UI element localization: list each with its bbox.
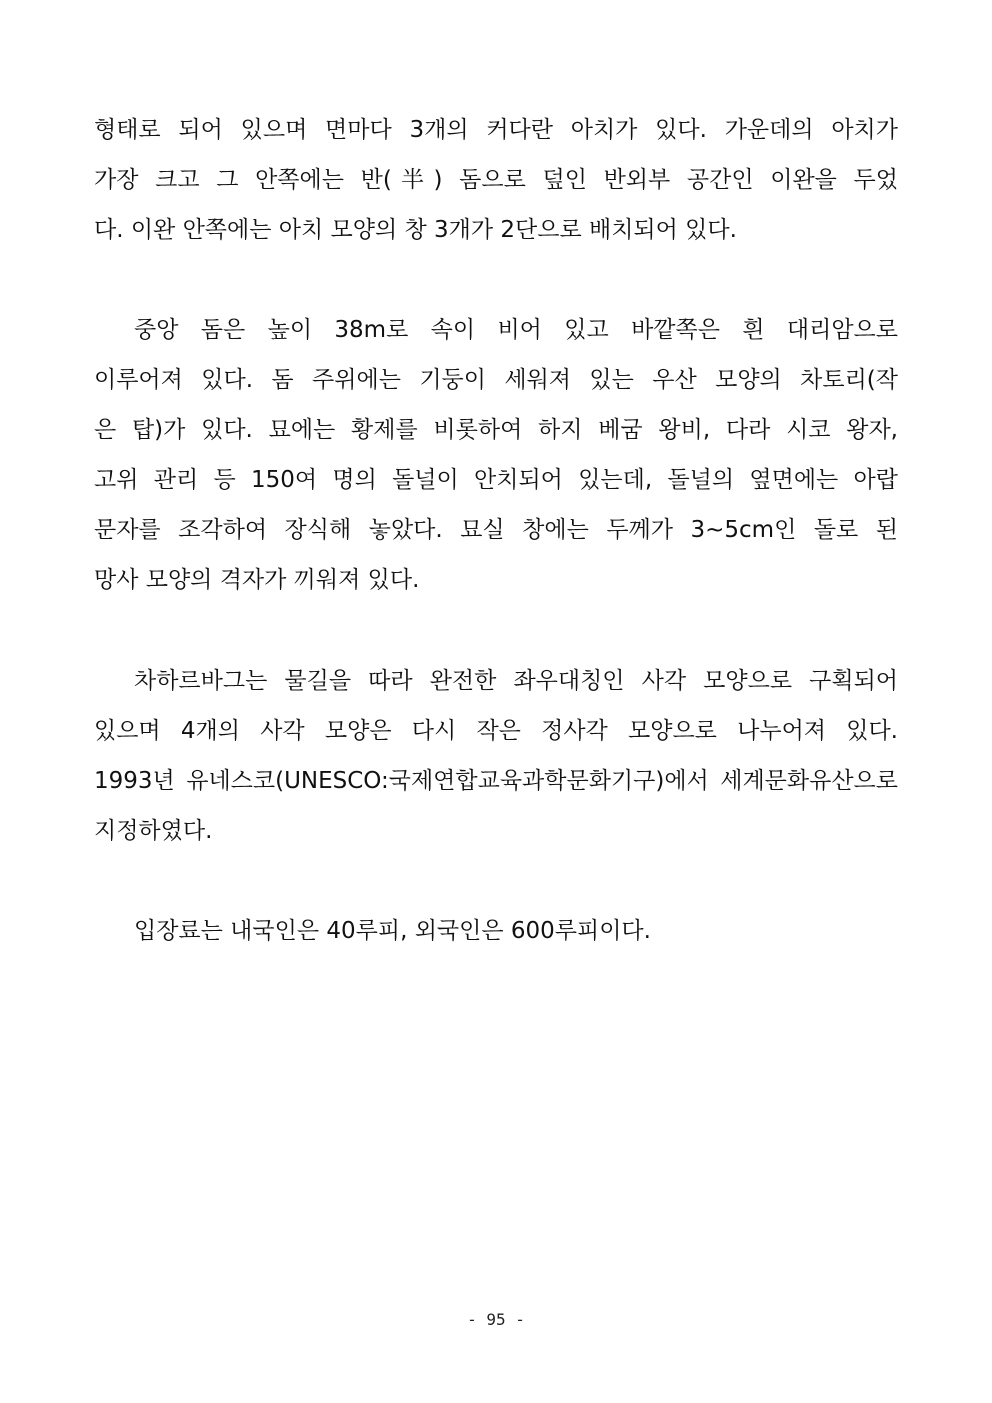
text-line: 입장료는 내국인은 40루피, 외국인은 600루피이다. (134, 918, 651, 944)
text-line: 가장 크고 그 안쪽에는 반(半) 돔으로 덮인 반외부 공간인 이완을 두었 (94, 167, 898, 193)
paragraph-charbagh (94, 656, 898, 856)
text-line: 차하르바그는 물길을 따라 완전한 좌우대칭인 사각 모양으로 구획되어 (134, 668, 898, 694)
text-line: 형태로 되어 있으며 면마다 3개의 커다란 아치가 있다. 가운데의 아치가 (94, 117, 898, 143)
text-line: 다. 이완 안쪽에는 아치 모양의 창 3개가 2단으로 배치되어 있다. (94, 217, 737, 243)
text-line: 고위 관리 등 150여 명의 돌널이 안치되어 있는데, 돌널의 옆면에는 아랍 (94, 467, 898, 493)
paragraph-admission-fee (94, 906, 898, 956)
text-line: 있으며 4개의 사각 모양은 다시 작은 정사각 모양으로 나누어져 있다. (94, 718, 898, 744)
paragraph-arches (94, 105, 898, 255)
text-line: 지정하였다. (94, 818, 213, 844)
text-line: 중앙 돔은 높이 38m로 속이 비어 있고 바깥쪽은 흰 대리암으로 (134, 317, 898, 343)
page-number: - 95 - (467, 1310, 525, 1329)
text-line: 은 탑)가 있다. 묘에는 황제를 비롯하여 하지 베굼 왕비, 다라 시코 왕자, (94, 417, 898, 443)
text-line: 1993년 유네스코(UNESCO:국제연합교육과학문화기구)에서 세계문화유산으로 (94, 768, 898, 794)
text-line: 이루어져 있다. 돔 주위에는 기둥이 세워져 있는 우산 모양의 차토리(작 (94, 367, 898, 393)
text-line: 문자를 조각하여 장식해 놓았다. 묘실 창에는 두께가 3~5cm인 돌로 된 (94, 517, 898, 543)
text-line: 망사 모양의 격자가 끼워져 있다. (94, 567, 420, 593)
paragraph-central-dome (94, 305, 898, 605)
